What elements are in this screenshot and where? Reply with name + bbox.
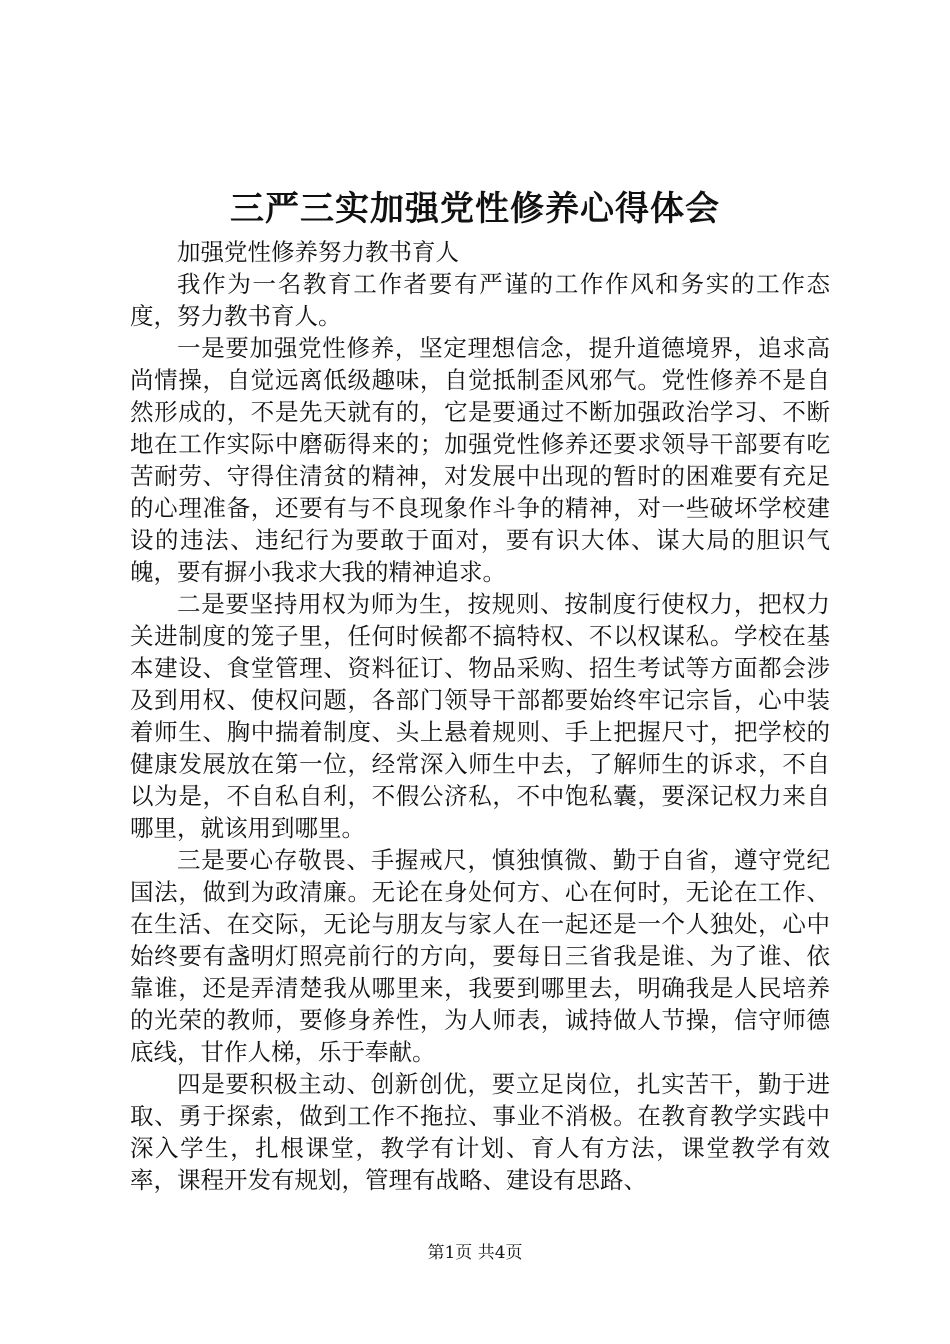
paragraph-point-two: 二是要坚持用权为师为生，按规则、按制度行使权力，把权力关进制度的笼子里，任何时候都不搞特权、不以权谋私。学校在基本建设、食堂管理、资料征订、物品采购、招生考试等方面都会涉及到用权、使权问题，各部门领导干部都要始终牢记宗旨，心中装着师生、胸中揣着制度、头上悬着规则、手上把握尺寸，把学校的健康发展放在第一位，经常深入师生中去，了解师生的诉求，不自以为是，不自私自利，不假公济私，不中饱私囊，要深记权力来自哪里，就该用到哪里。 [130, 590, 830, 842]
paragraph-point-one: 一是要加强党性修养，坚定理想信念，提升道德境界，追求高尚情操，自觉远离低级趣味，自觉抵制歪风邪气。党性修养不是自然形成的，不是先天就有的，它是要通过不断加强政治学习、不断地在工作实际中磨砺得来的；加强党性修养还要求领导干部要有吃苦耐劳、守得住清贫的精神，对发展中出现的暂时的困难要有充足的心理准备，还要有与不良现象作斗争的精神，对一些破坏学校建设的违法、违纪行为要敢于面对，要有识大体、谋大局的胆识气魄，要有摒小我求大我的精神追求。 [130, 334, 830, 586]
paragraph-intro: 我作为一名教育工作者要有严谨的工作作风和务实的工作态度，努力教书育人。 [130, 270, 830, 330]
paragraph-subtitle: 加强党性修养努力教书育人 [177, 238, 459, 266]
document-body [130, 236, 830, 1196]
paragraph-point-four: 四是要积极主动、创新创优，要立足岗位，扎实苦干，勤于进取、勇于探索，做到工作不拖拉、事业不消极。在教育教学实践中深入学生，扎根课堂，教学有计划、育人有方法，课堂教学有效率，课程开发有规划，管理有战略、建设有思路、 [130, 1070, 830, 1194]
page-number-footer: 第1页 共4页 [427, 1243, 523, 1263]
paragraph-point-three: 三是要心存敬畏、手握戒尺，慎独慎微、勤于自省，遵守党纪国法，做到为政清廉。无论在身处何方、心在何时，无论在工作、在生活、在交际，无论与朋友与家人在一起还是一个人独处，心中始终要有盏明灯照亮前行的方向，要每日三省我是谁、为了谁、依靠谁，还是弄清楚我从哪里来，我要到哪里去，明确我是人民培养的光荣的教师，要修身养性，为人师表，诚持做人节操，信守师德底线，甘作人梯，乐于奉献。 [130, 846, 830, 1066]
document-title: 三严三实加强党性修养心得体会 [230, 189, 720, 229]
